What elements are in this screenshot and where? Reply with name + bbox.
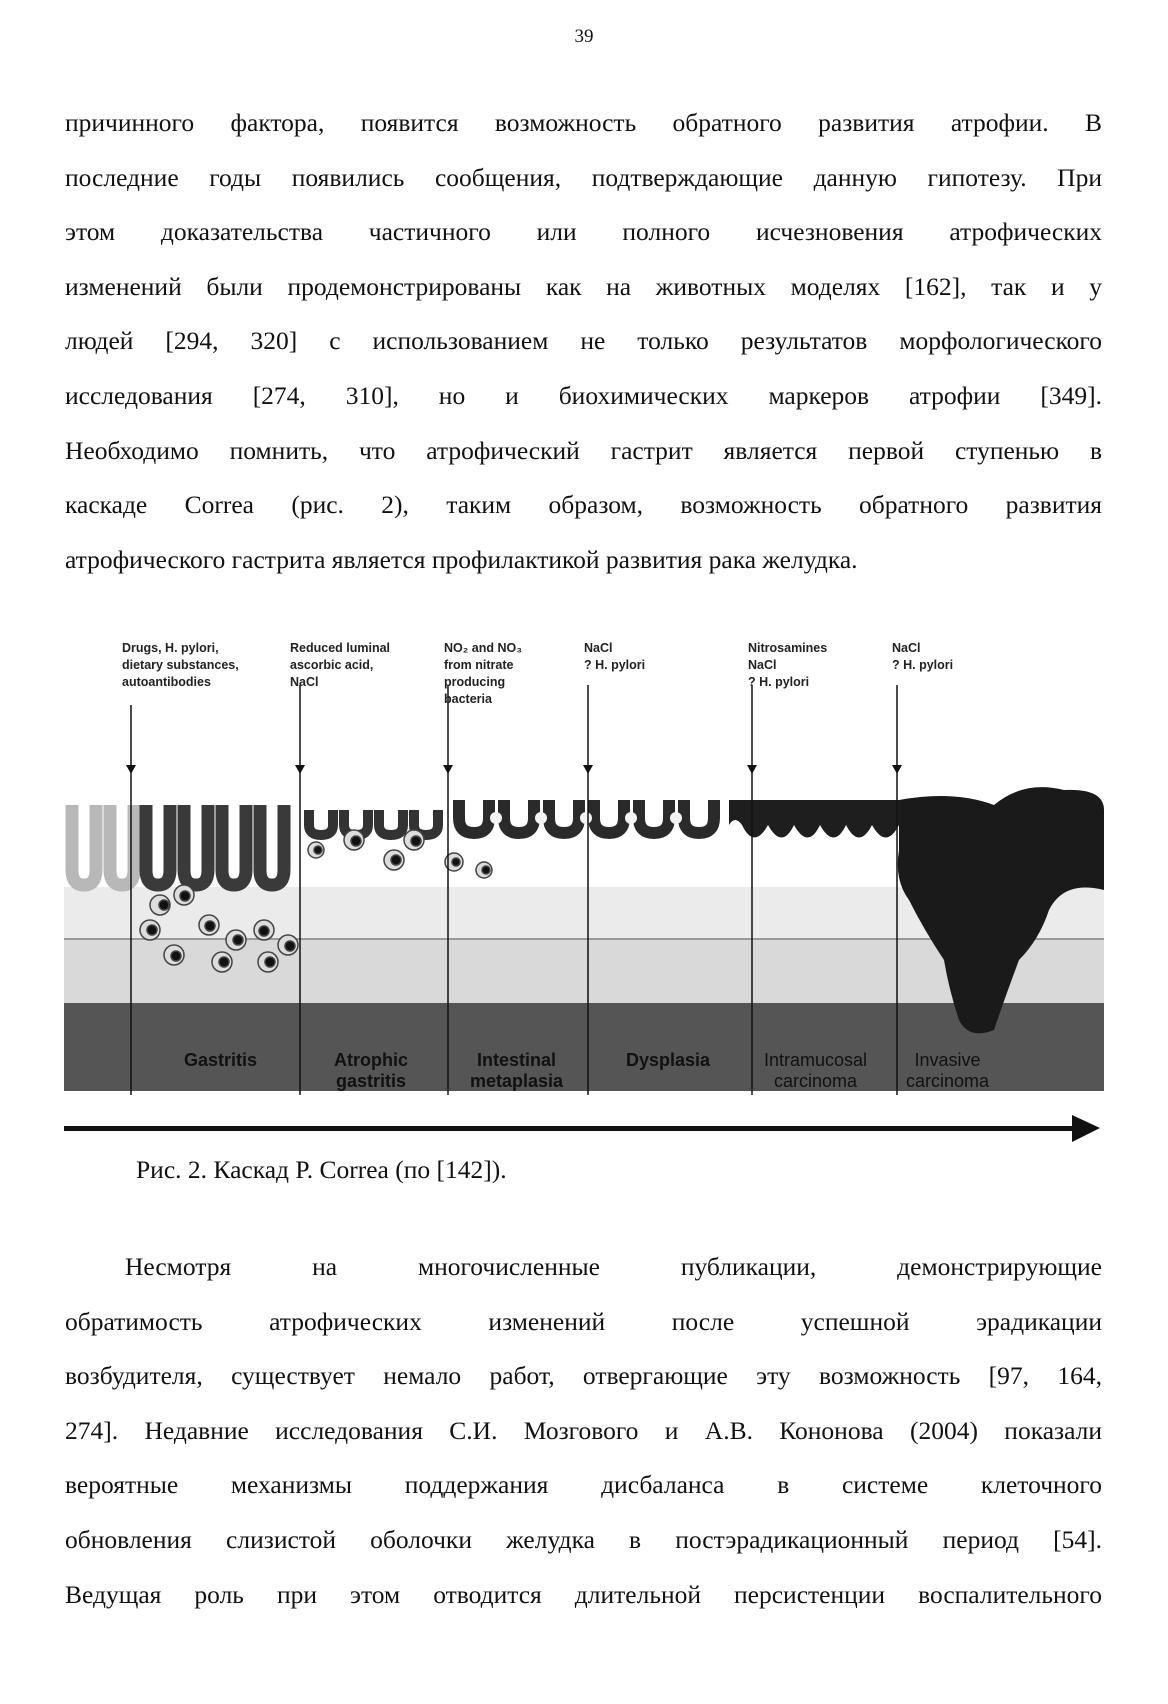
agent-label	[290, 640, 390, 691]
agent-label	[122, 640, 239, 691]
page-number: 39	[574, 26, 594, 47]
agent-label	[444, 640, 522, 708]
text-line: причинного фактора, появится возможность обратного развития атрофии. В	[65, 108, 1102, 137]
correa-cascade-figure	[64, 640, 1104, 1145]
text-line: изменений были продемонстрированы как на животных моделях [162], так и у	[65, 271, 1102, 301]
agent-line: producing	[444, 675, 506, 689]
stage-label: Gastritis	[184, 1050, 258, 1070]
agent-line: NaCl	[748, 658, 777, 672]
agent-line: ? H. pylori	[584, 658, 646, 672]
text-line: Ведущая роль при этом отводится длительной персистенции воспалительного	[65, 1579, 1102, 1609]
agent-line: dietary substances,	[122, 658, 239, 672]
agent-line: autoantibodies	[122, 675, 211, 689]
stage-label: Intramucosal carcinoma	[764, 1050, 868, 1091]
text-line: Необходимо помнить, что атрофический гастрит является первой ступенью в	[65, 435, 1102, 465]
agent-line: NaCl	[290, 675, 319, 689]
text-line: вероятные механизмы поддержания дисбаланса в системе клеточного	[65, 1470, 1102, 1500]
text-line: атрофического гастрита является профилактикой развития рака желудка.	[65, 544, 858, 574]
text-line: 274]. Недавние исследования С.И. Мозгового и А.В. Кононова (2004) показали	[65, 1415, 1102, 1445]
agent-label	[748, 640, 827, 691]
text-line: обратимость атрофических изменений после успешной эрадикации	[65, 1306, 1102, 1336]
text-line: исследования [274, 310], но и биохимических маркеров атрофии [349].	[65, 380, 1102, 410]
text-line: обновления слизистой оболочки желудка в постэрадикационный период [54].	[65, 1524, 1102, 1554]
agent-line: NO₂ and NO₃	[444, 641, 523, 655]
agent-label	[584, 640, 645, 674]
text-line: этом доказательства частичного или полного исчезновения атрофических	[65, 217, 1102, 247]
agent-line: ascorbic acid,	[290, 658, 374, 672]
agent-line: Nitrosamines	[748, 641, 828, 655]
agent-line: NaCl	[892, 641, 921, 655]
paragraph-1	[65, 96, 1102, 587]
text-line: каскаде Correa (рис. 2), таким образом, возможность обратного развития	[65, 490, 1102, 520]
stage-label: Normal	[64, 1050, 127, 1070]
agent-line: ? H. pylori	[892, 658, 954, 672]
text-line: возбудителя, существует немало работ, отвергающие эту возможность [97, 164,	[65, 1361, 1102, 1391]
stage-label: Invasive carcinoma	[906, 1050, 990, 1091]
agent-line: from nitrate	[444, 658, 514, 672]
agent-line: NaCl	[584, 641, 613, 655]
figure-caption: Рис. 2. Каскад P. Correa (по [142]).	[136, 1155, 507, 1184]
paragraph-2	[65, 1240, 1102, 1622]
text-line: последние годы появились сообщения, подтверждающие данную гипотезу. При	[65, 162, 1102, 192]
stage-label: Atrophic gastritis	[334, 1050, 408, 1091]
text-line: людей [294, 320] с использованием не только результатов морфологического	[65, 326, 1102, 356]
stage-label: Dysplasia	[626, 1050, 711, 1070]
agent-line: Reduced luminal	[290, 641, 391, 655]
stage-label: Intestinal metaplasia	[470, 1050, 564, 1091]
text-line: Несмотря на многочисленные публикации, демонстрирующие	[125, 1252, 1102, 1281]
agent-line: Drugs, H. pylori,	[122, 641, 219, 655]
agent-label	[892, 640, 953, 674]
agent-line: ? H. pylori	[748, 675, 810, 689]
agent-line: bacteria	[444, 692, 492, 706]
